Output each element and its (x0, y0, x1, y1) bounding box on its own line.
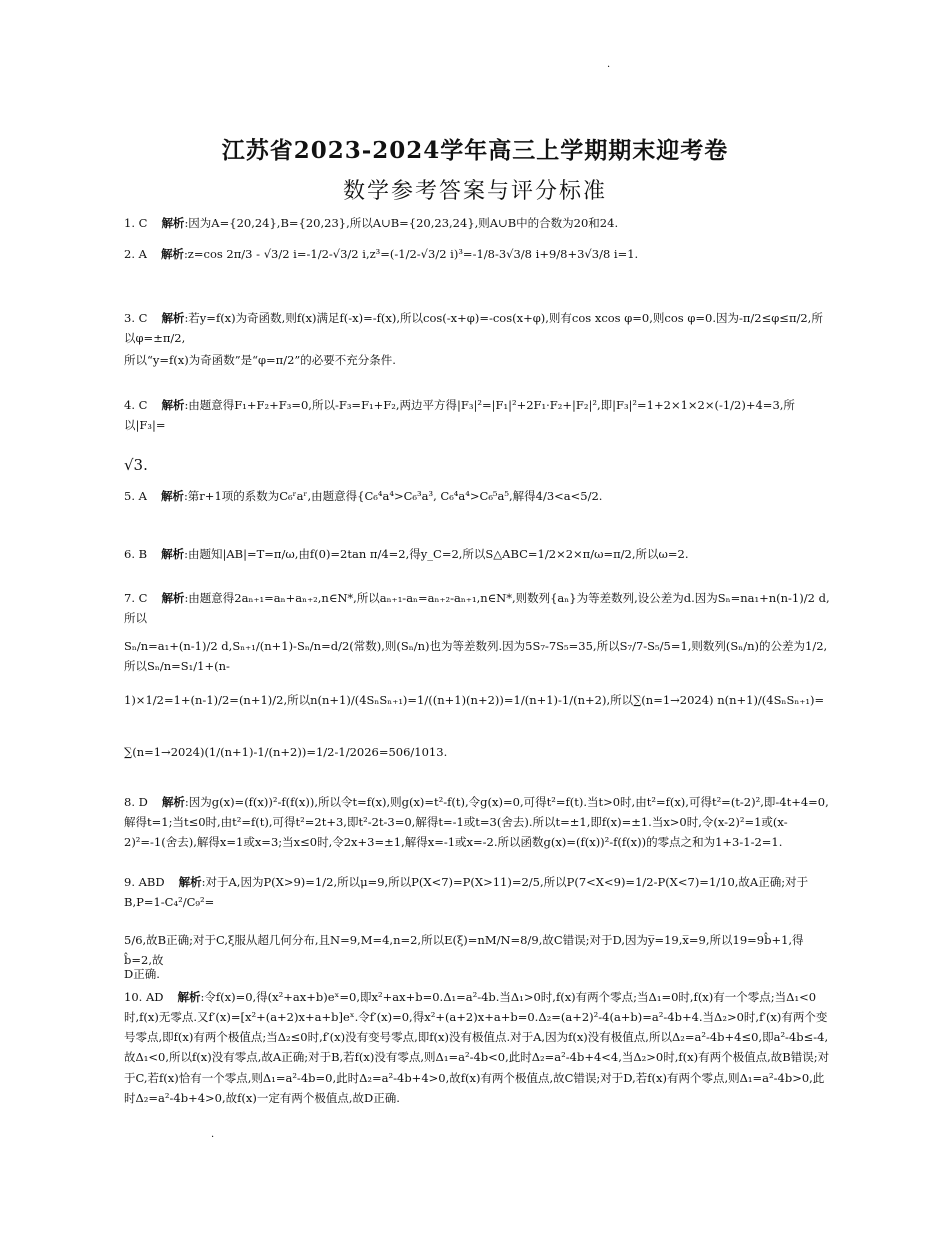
decorative-dot: · (607, 62, 611, 73)
answer-7 (124, 588, 830, 628)
answer-choice: 10. AD (124, 990, 164, 1004)
answer-text: :由题意得2aₙ₊₁=aₙ+aₙ₊₂,n∈N*,所以aₙ₊₁-aₙ=aₙ₊₂-aₙ₊₁,n∈N*,则数列{aₙ}为等差数列,设公差为d.因为Sₙ=na₁+n(n-1)/2 d,所以 (124, 591, 830, 626)
analysis-label: 解析 (177, 990, 201, 1004)
answer-text: Sₙ/n=a₁+(n-1)/2 d,Sₙ₊₁/(n+1)-Sₙ/n=d/2(常数),则(Sₙ/n)也为等差数列.因为5S₇-7S₅=35,所以S₇/7-S₅/5=1,则数列(Sₙ/n)的公差为1/2,所以Sₙ/n=S₁/1+(n- (124, 639, 828, 674)
answer-text: :令f(x)=0,得(x²+ax+b)eˣ=0,即x²+ax+b=0.Δ₁=a²-4b.当Δ₁>0时,f(x)有两个零点;当Δ₁=0时,f(x)有一个零点;当Δ₁<0时,f(x)无零点.又f′(x)=[x²+(a+2)x+a+b]eˣ.令f′(x)=0,得x²+(a+2)x+a+b=0.Δ₂=(a+2)²-4(a+b)=a²-4b+4.当Δ₂>0时,f′(x)有两个变号零点,即f(x)有两个极值点;当Δ₂≤0时,f′(x)没有变号零点,即f(x)没有极值点.对于A,因为f(x)没有极值点,所以Δ₂=a²-4b+4≤0,即a²-4b≤-4,故Δ₁<0,所以f(x)没有零点,故A正确;对于B,若f(x)没有零点,则Δ₁=a²-4b<0,此时Δ₂=a²-4b+4<4,当Δ₂>0时,f(x)有两个极值点,故B错误;对于C,若f(x)恰有一个零点,则Δ₁=a²-4b=0,此时Δ₂=a²-4b+4>0,故f(x)有两个极值点,故C错误;对于D,若f(x)有两个零点,则Δ₁=a²-4b>0,此时Δ₂=a²-4b+4>0,故f(x)一定有两个极值点,故D正确. (124, 990, 830, 1105)
analysis-label: 解析 (161, 311, 185, 325)
answer-1 (124, 213, 830, 233)
answer-4 (124, 395, 830, 435)
analysis-label: 解析 (161, 216, 185, 230)
answer-text: :若y=f(x)为奇函数,则f(x)满足f(-x)=-f(x),所以cos(-x+φ)=-cos(x+φ),则有cos xcos φ=0,则cos φ=0.因为-π/2≤φ≤π/2,所以φ=±π/2, (124, 311, 823, 346)
answer-2 (124, 244, 830, 264)
answer-text: 1)×1/2=1+(n-1)/2=(n+1)/2,所以n(n+1)/(4SₙSₙ₊₁)=1/((n+1)(n+2))=1/(n+1)-1/(n+2),所以∑(n=1→2024) n(n+1)/(4SₙSₙ₊₁)= (124, 693, 825, 707)
analysis-label: 解析 (161, 591, 185, 605)
answer-text: :因为g(x)=(f(x))²-f(f(x)),所以令t=f(x),则g(x)=t²-f(t),令g(x)=0,可得t²=f(t).当t>0时,由t²=f(x),可得t²=(t-2)²,即-4t+4=0,解得t=1;当t≤0时,由t²=f(t),可得t²=2t+3,即t²-2t-3=0,解得t=-1或t=3(舍去).所以t=±1,即f(x)=±1.当x>0时,令(x-2)²=1或(x-2)²=-1(舍去),解得x=1或x=3;当x≤0时,令2x+3=±1,解得x=-1或x=-2.所以函数g(x)=(f(x))²-f(f(x))的零点之和为1+3-1-2=1. (124, 795, 829, 850)
answer-choice: 6. B (124, 547, 148, 561)
answer-4-line-2 (124, 452, 830, 478)
answer-text: √3. (124, 456, 148, 474)
answer-choice: 8. D (124, 795, 148, 809)
answer-7-line-4 (124, 742, 830, 762)
answer-3-line-2 (124, 350, 830, 370)
answer-text: :因为A={20,24},B={20,23},所以A∪B={20,23,24},则A∪B中的合数为20和24. (184, 216, 619, 230)
answer-9 (124, 872, 830, 912)
answer-10 (124, 987, 830, 1108)
analysis-label: 解析 (161, 398, 185, 412)
answer-9-line-3 (124, 964, 830, 984)
answer-choice: 7. C (124, 591, 148, 605)
analysis-label: 解析 (160, 247, 184, 261)
answer-text: :由题知|AB|=T=π/ω,由f(0)=2tan π/4=2,得y_C=2,所以S△ABC=1/2×2×π/ω=π/2,所以ω=2. (184, 547, 689, 561)
answer-choice: 4. C (124, 398, 148, 412)
answer-text: ∑(n=1→2024)(1/(n+1)-1/(n+2))=1/2-1/2026=506/1013. (124, 745, 448, 759)
answer-text: 5/6,故B正确;对于C,ξ服从超几何分布,且N=9,M=4,n=2,所以E(ξ)=nM/N=8/9,故C错误;对于D,因为y̅=19,x̅=9,所以19=9b̂+1,得b̂=2,故 (124, 933, 804, 968)
answer-choice: 9. ABD (124, 875, 165, 889)
answer-3 (124, 308, 830, 348)
answer-7-line-2 (124, 636, 830, 676)
document-title: 江苏省2023-2024学年高三上学期期末迎考卷 (221, 137, 729, 164)
answer-text: :z=cos 2π/3 - √3/2 i=-1/2-√3/2 i,z³=(-1/2-√3/2 i)³=-1/8-3√3/8 i+9/8+3√3/8 i=1. (183, 247, 639, 261)
analysis-label: 解析 (161, 547, 185, 561)
analysis-label: 解析 (160, 489, 184, 503)
answer-5 (124, 486, 830, 506)
answer-choice: 1. C (124, 216, 148, 230)
answer-text: D正确. (124, 967, 160, 981)
answer-text: :第r+1项的系数为C₆ʳaʳ,由题意得{C₆⁴a⁴>C₆³a³, C₆⁴a⁴>C₆⁵a⁵,解得4/3<a<5/2. (183, 489, 603, 503)
answer-text: 所以“y=f(x)为奇函数”是“φ=π/2”的必要不充分条件. (124, 353, 396, 367)
answer-choice: 5. A (124, 489, 147, 503)
answer-8 (124, 792, 830, 852)
answer-choice: 3. C (124, 311, 148, 325)
answer-text: :由题意得F₁+F₂+F₃=0,所以-F₃=F₁+F₂,两边平方得|F₃|²=|F₁|²+2F₁·F₂+|F₂|²,即|F₃|²=1+2×1×2×(-1/2)+4=3,所以|F₃|= (124, 398, 795, 433)
answer-text: :对于A,因为P(X>9)=1/2,所以μ=9,所以P(X<7)=P(X>11)=2/5,所以P(7<X<9)=1/2-P(X<7)=1/10,故A正确;对于B,P=1-C₄²/C₉²= (124, 875, 809, 910)
analysis-label: 解析 (178, 875, 202, 889)
document-subtitle: 数学参考答案与评分标准 (342, 179, 607, 204)
answer-6 (124, 544, 830, 564)
answer-choice: 2. A (124, 247, 147, 261)
analysis-label: 解析 (161, 795, 185, 809)
answer-7-line-3 (124, 690, 830, 710)
decorative-dot: · (211, 1132, 215, 1143)
